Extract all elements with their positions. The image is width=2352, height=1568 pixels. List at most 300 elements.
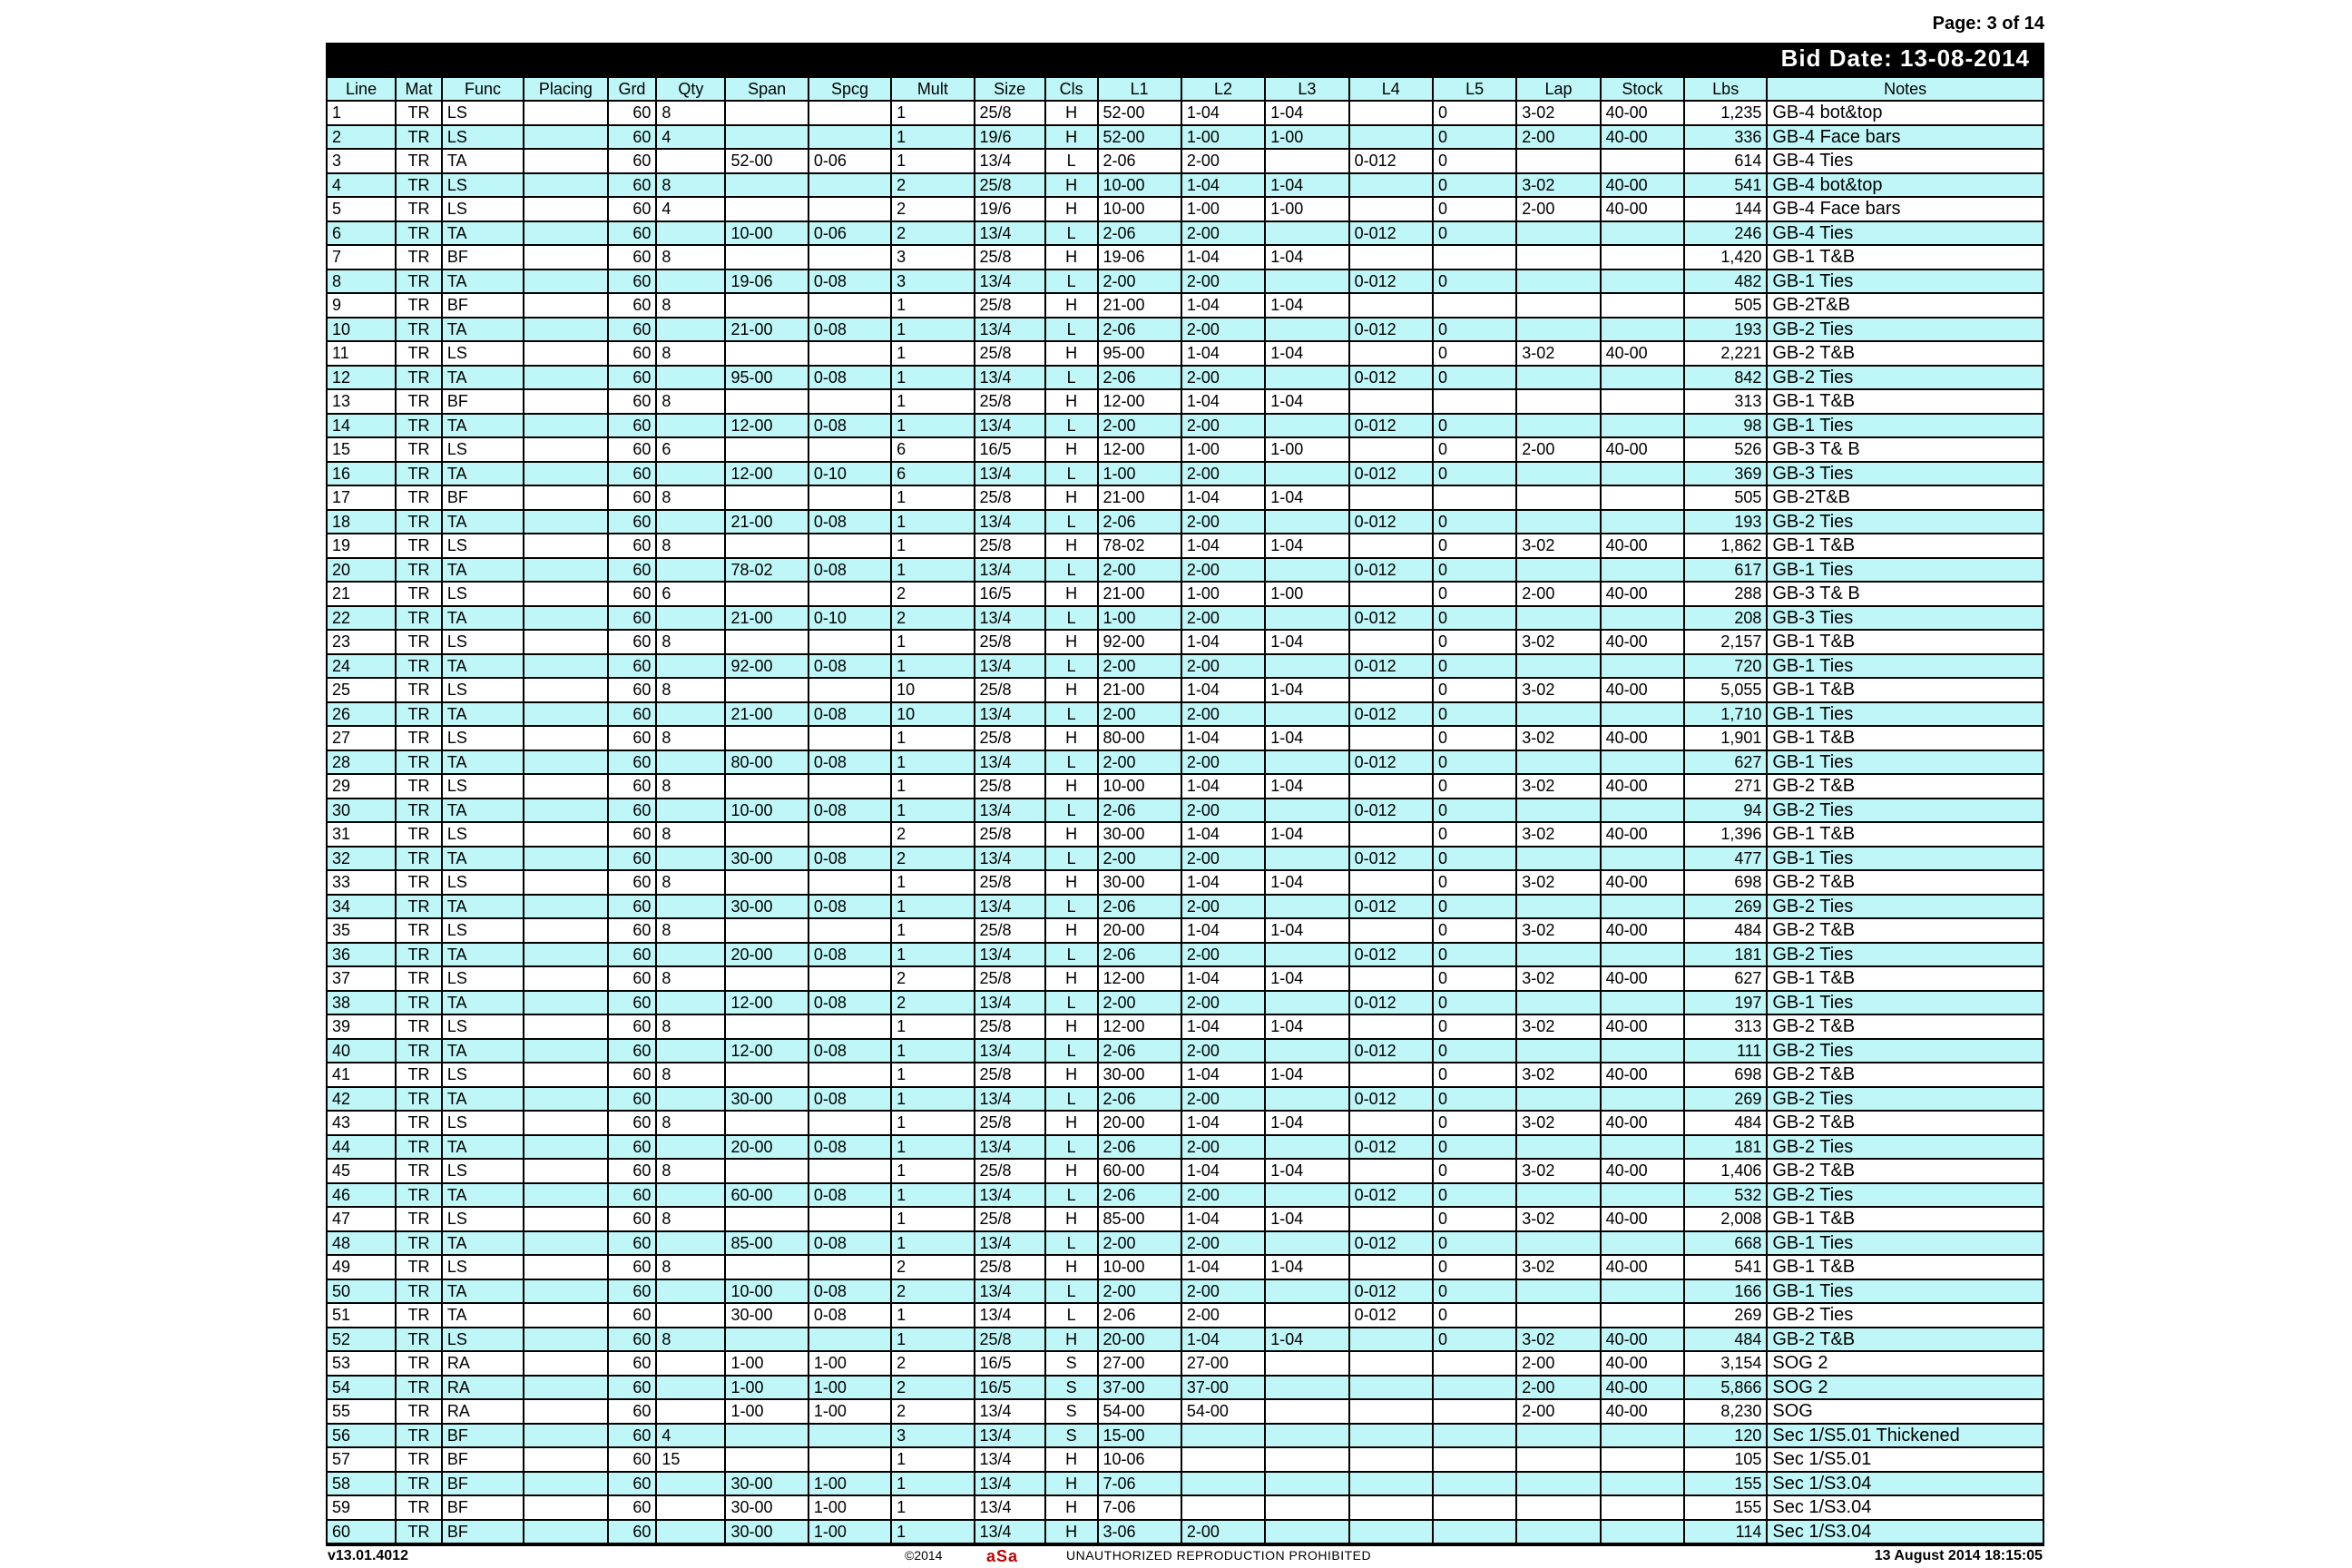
table-row	[327, 654, 2043, 679]
cell-func: LS	[442, 1063, 524, 1087]
cell-stock	[1601, 389, 1684, 414]
table-row	[327, 389, 2043, 414]
cell-l3: 1-00	[1265, 582, 1348, 606]
cell-l4: 0-012	[1349, 366, 1433, 390]
cell-lbs: 336	[1684, 125, 1767, 150]
cell-l1: 21-00	[1098, 293, 1181, 318]
cell-qty: 8	[656, 630, 725, 654]
cell-mat: TR	[396, 1135, 442, 1160]
cell-span: 10-00	[725, 1279, 808, 1304]
cell-l5: 0	[1433, 943, 1516, 967]
cell-size: 13/4	[975, 1447, 1045, 1472]
cell-lbs: 193	[1684, 318, 1767, 342]
cell-l2: 1-04	[1181, 341, 1265, 366]
cell-l4	[1349, 966, 1433, 991]
cell-l3	[1265, 1495, 1348, 1520]
cell-l2: 1-00	[1181, 437, 1265, 462]
cell-func: TA	[442, 943, 524, 967]
table-row	[327, 1303, 2043, 1328]
cell-mult: 1	[891, 1231, 974, 1256]
cell-size: 13/4	[975, 1279, 1045, 1304]
cell-notes: Sec 1/S5.01 Thickened	[1767, 1424, 2043, 1448]
cell-cls: H	[1045, 534, 1098, 558]
cell-spcg	[808, 341, 891, 366]
cell-size: 25/8	[975, 101, 1045, 125]
cell-l2: 54-00	[1181, 1399, 1265, 1424]
cell-l3: 1-04	[1265, 1207, 1348, 1231]
cell-lap: 3-02	[1516, 822, 1600, 847]
cell-l1: 2-06	[1098, 221, 1181, 246]
cell-qty: 8	[656, 870, 725, 895]
cell-stock	[1601, 1520, 1684, 1544]
cell-stock: 40-00	[1601, 1255, 1684, 1279]
cell-mult: 1	[891, 1303, 974, 1328]
cell-lbs: 532	[1684, 1183, 1767, 1208]
cell-lbs: 114	[1684, 1520, 1767, 1544]
cell-l4: 0-012	[1349, 1135, 1433, 1160]
cell-l5	[1433, 245, 1516, 270]
cell-l2: 2-00	[1181, 750, 1265, 775]
cell-func: TA	[442, 270, 524, 294]
column-header-stock: Stock	[1601, 77, 1684, 101]
cell-l5: 0	[1433, 1207, 1516, 1231]
cell-line: 25	[327, 678, 396, 702]
cell-qty	[656, 414, 725, 438]
cell-placing	[524, 558, 607, 583]
cell-stock: 40-00	[1601, 1159, 1684, 1183]
cell-lap: 3-02	[1516, 173, 1600, 198]
cell-lbs: 1,396	[1684, 822, 1767, 847]
table-row	[327, 678, 2043, 702]
cell-cls: H	[1045, 125, 1098, 150]
cell-span	[725, 173, 808, 198]
cell-stock	[1601, 991, 1684, 1015]
cell-qty	[656, 149, 725, 173]
cell-grd: 60	[608, 1207, 657, 1231]
cell-spcg	[808, 173, 891, 198]
cell-notes: GB-2 Ties	[1767, 1303, 2043, 1328]
cell-l3: 1-00	[1265, 125, 1348, 150]
cell-span: 30-00	[725, 895, 808, 919]
cell-notes: GB-2 T&B	[1767, 1328, 2043, 1352]
cell-mult: 1	[891, 510, 974, 534]
cell-l2: 1-04	[1181, 293, 1265, 318]
cell-func: TA	[442, 654, 524, 679]
cell-l5: 0	[1433, 799, 1516, 823]
cell-placing	[524, 1039, 607, 1063]
cell-func: TA	[442, 414, 524, 438]
cell-cls: H	[1045, 1495, 1098, 1520]
cell-line: 44	[327, 1135, 396, 1160]
cell-l3: 1-04	[1265, 245, 1348, 270]
table-row	[327, 726, 2043, 750]
cell-func: TA	[442, 1231, 524, 1256]
cell-size: 13/4	[975, 943, 1045, 967]
cell-lap: 3-02	[1516, 1328, 1600, 1352]
cell-l5: 0	[1433, 1255, 1516, 1279]
cell-cls: H	[1045, 870, 1098, 895]
cell-lbs: 8,230	[1684, 1399, 1767, 1424]
cell-cls: L	[1045, 510, 1098, 534]
column-header-span: Span	[725, 77, 808, 101]
cell-l5: 0	[1433, 197, 1516, 221]
cell-stock	[1601, 654, 1684, 679]
cell-stock: 40-00	[1601, 726, 1684, 750]
cell-qty	[656, 1376, 725, 1400]
cell-placing	[524, 1399, 607, 1424]
bid-date-bar	[326, 43, 2044, 76]
cell-l2: 1-04	[1181, 678, 1265, 702]
cell-stock	[1601, 1424, 1684, 1448]
cell-l5: 0	[1433, 221, 1516, 246]
cell-l2: 2-00	[1181, 606, 1265, 631]
cell-func: BF	[442, 1495, 524, 1520]
cell-lap	[1516, 510, 1600, 534]
cell-spcg	[808, 678, 891, 702]
cell-lap	[1516, 293, 1600, 318]
cell-mat: TR	[396, 1039, 442, 1063]
cell-notes: GB-2 Ties	[1767, 1183, 2043, 1208]
cell-qty: 8	[656, 293, 725, 318]
table-row	[327, 485, 2043, 510]
cell-l4	[1349, 437, 1433, 462]
cell-lap: 2-00	[1516, 1351, 1600, 1376]
cell-l1: 20-00	[1098, 918, 1181, 943]
cell-qty: 8	[656, 341, 725, 366]
cell-cls: L	[1045, 149, 1098, 173]
table-row	[327, 606, 2043, 631]
cell-stock	[1601, 462, 1684, 486]
cell-mult: 1	[891, 943, 974, 967]
cell-mult: 1	[891, 1063, 974, 1087]
cell-line: 57	[327, 1447, 396, 1472]
cell-func: LS	[442, 1255, 524, 1279]
cell-qty	[656, 750, 725, 775]
cell-l4	[1349, 1328, 1433, 1352]
cell-l4	[1349, 1376, 1433, 1400]
cell-line: 1	[327, 101, 396, 125]
cell-l2: 27-00	[1181, 1351, 1265, 1376]
cell-line: 31	[327, 822, 396, 847]
cell-lbs: 193	[1684, 510, 1767, 534]
cell-l4: 0-012	[1349, 702, 1433, 727]
cell-l4: 0-012	[1349, 750, 1433, 775]
cell-span	[725, 245, 808, 270]
cell-func: BF	[442, 389, 524, 414]
cell-l5: 0	[1433, 437, 1516, 462]
cell-stock	[1601, 485, 1684, 510]
cell-qty	[656, 1303, 725, 1328]
cell-l3	[1265, 1039, 1348, 1063]
cell-qty: 4	[656, 125, 725, 150]
cell-l5: 0	[1433, 1087, 1516, 1112]
cell-l3	[1265, 462, 1348, 486]
cell-lbs: 181	[1684, 1135, 1767, 1160]
cell-stock: 40-00	[1601, 774, 1684, 799]
cell-lbs: 484	[1684, 918, 1767, 943]
cell-grd: 60	[608, 847, 657, 871]
cell-span	[725, 485, 808, 510]
cell-l4: 0-012	[1349, 318, 1433, 342]
cell-notes: GB-1 T&B	[1767, 630, 2043, 654]
cell-span: 30-00	[725, 1472, 808, 1496]
table-row	[327, 270, 2043, 294]
column-header-line: Line	[327, 77, 396, 101]
cell-size: 13/4	[975, 1039, 1045, 1063]
cell-grd: 60	[608, 654, 657, 679]
cell-lbs: 197	[1684, 991, 1767, 1015]
cell-placing	[524, 510, 607, 534]
table-row	[327, 895, 2043, 919]
cell-mat: TR	[396, 702, 442, 727]
cell-placing	[524, 245, 607, 270]
cell-mat: TR	[396, 1014, 442, 1039]
cell-l4: 0-012	[1349, 1231, 1433, 1256]
cell-l3	[1265, 1520, 1348, 1544]
cell-qty	[656, 221, 725, 246]
cell-notes: GB-1 T&B	[1767, 1255, 2043, 1279]
cell-grd: 60	[608, 943, 657, 967]
cell-cls: H	[1045, 774, 1098, 799]
cell-cls: L	[1045, 654, 1098, 679]
cell-grd: 60	[608, 630, 657, 654]
table-row	[327, 318, 2043, 342]
cell-notes: GB-1 Ties	[1767, 654, 2043, 679]
cell-lbs: 482	[1684, 270, 1767, 294]
cell-mult: 1	[891, 125, 974, 150]
cell-l4	[1349, 197, 1433, 221]
cell-stock: 40-00	[1601, 1207, 1684, 1231]
cell-spcg	[808, 1111, 891, 1135]
cell-size: 25/8	[975, 1014, 1045, 1039]
cell-func: TA	[442, 1183, 524, 1208]
table-row	[327, 245, 2043, 270]
cell-span: 21-00	[725, 606, 808, 631]
cell-lbs: 2,008	[1684, 1207, 1767, 1231]
software-version: v13.01.4012	[328, 1548, 408, 1563]
cell-spcg: 0-08	[808, 1303, 891, 1328]
cell-span: 12-00	[725, 1039, 808, 1063]
cell-size: 25/8	[975, 389, 1045, 414]
cell-span: 30-00	[725, 1495, 808, 1520]
cell-notes: GB-1 T&B	[1767, 1207, 2043, 1231]
cell-size: 13/4	[975, 221, 1045, 246]
cell-l4: 0-012	[1349, 991, 1433, 1015]
cell-stock	[1601, 943, 1684, 967]
cell-func: BF	[442, 293, 524, 318]
cell-span	[725, 918, 808, 943]
cell-stock	[1601, 245, 1684, 270]
cell-line: 19	[327, 534, 396, 558]
cell-notes: GB-1 Ties	[1767, 270, 2043, 294]
print-timestamp: 13 August 2014 18:15:05	[1874, 1548, 2043, 1563]
cell-line: 46	[327, 1183, 396, 1208]
cell-l5: 0	[1433, 558, 1516, 583]
cell-func: TA	[442, 1135, 524, 1160]
cell-qty: 8	[656, 1111, 725, 1135]
cell-span: 12-00	[725, 462, 808, 486]
cell-placing	[524, 799, 607, 823]
cell-func: BF	[442, 245, 524, 270]
cell-size: 25/8	[975, 822, 1045, 847]
cell-size: 25/8	[975, 966, 1045, 991]
cell-span: 10-00	[725, 221, 808, 246]
cell-lap	[1516, 221, 1600, 246]
cell-qty: 4	[656, 1424, 725, 1448]
cell-spcg: 0-06	[808, 149, 891, 173]
cell-lap	[1516, 462, 1600, 486]
cell-span: 30-00	[725, 1520, 808, 1544]
cell-spcg: 0-08	[808, 558, 891, 583]
cell-func: LS	[442, 437, 524, 462]
cell-lap	[1516, 654, 1600, 679]
cell-placing	[524, 1376, 607, 1400]
cell-l1: 2-00	[1098, 1231, 1181, 1256]
cell-lap	[1516, 606, 1600, 631]
cell-grd: 60	[608, 1135, 657, 1160]
cell-notes: GB-4 Face bars	[1767, 197, 2043, 221]
cell-l2: 1-04	[1181, 1063, 1265, 1087]
cell-line: 40	[327, 1039, 396, 1063]
cell-mult: 1	[891, 1039, 974, 1063]
cell-grd: 60	[608, 582, 657, 606]
cell-placing	[524, 1014, 607, 1039]
cell-mat: TR	[396, 918, 442, 943]
cell-size: 25/8	[975, 173, 1045, 198]
cell-size: 13/4	[975, 366, 1045, 390]
cell-func: TA	[442, 991, 524, 1015]
cell-span: 20-00	[725, 943, 808, 967]
cell-qty: 8	[656, 966, 725, 991]
cell-span	[725, 1424, 808, 1448]
cell-mat: TR	[396, 799, 442, 823]
cell-spcg	[808, 1328, 891, 1352]
cell-l3	[1265, 558, 1348, 583]
cell-notes: GB-2 T&B	[1767, 918, 2043, 943]
cell-grd: 60	[608, 1063, 657, 1087]
cell-placing	[524, 895, 607, 919]
cell-qty: 8	[656, 1255, 725, 1279]
cell-l1: 20-00	[1098, 1328, 1181, 1352]
cell-spcg	[808, 293, 891, 318]
cell-lbs: 1,862	[1684, 534, 1767, 558]
cell-size: 13/4	[975, 558, 1045, 583]
cell-mult: 1	[891, 341, 974, 366]
cell-line: 12	[327, 366, 396, 390]
cell-line: 41	[327, 1063, 396, 1087]
cell-notes: GB-1 Ties	[1767, 1279, 2043, 1304]
cell-grd: 60	[608, 1328, 657, 1352]
cell-grd: 60	[608, 1087, 657, 1112]
cell-stock	[1601, 1303, 1684, 1328]
cell-span	[725, 197, 808, 221]
cell-lap: 3-02	[1516, 341, 1600, 366]
cell-size: 16/5	[975, 1351, 1045, 1376]
cell-l5	[1433, 1495, 1516, 1520]
cell-l1: 2-06	[1098, 1039, 1181, 1063]
cell-placing	[524, 1159, 607, 1183]
cell-func: TA	[442, 750, 524, 775]
cell-cls: H	[1045, 726, 1098, 750]
cell-span	[725, 534, 808, 558]
cell-qty	[656, 799, 725, 823]
cell-span	[725, 437, 808, 462]
cell-lbs: 541	[1684, 1255, 1767, 1279]
cell-mat: TR	[396, 510, 442, 534]
cell-line: 37	[327, 966, 396, 991]
cell-mat: TR	[396, 943, 442, 967]
cell-placing	[524, 221, 607, 246]
cell-mult: 1	[891, 799, 974, 823]
cell-placing	[524, 630, 607, 654]
cell-func: BF	[442, 1447, 524, 1472]
cell-cls: H	[1045, 918, 1098, 943]
cell-grd: 60	[608, 1279, 657, 1304]
cell-size: 13/4	[975, 318, 1045, 342]
cell-notes: GB-2 T&B	[1767, 774, 2043, 799]
cell-l1: 27-00	[1098, 1351, 1181, 1376]
cell-l3: 1-04	[1265, 870, 1348, 895]
table-row	[327, 943, 2043, 967]
cell-l2: 2-00	[1181, 1520, 1265, 1544]
cell-grd: 60	[608, 173, 657, 198]
cell-stock: 40-00	[1601, 918, 1684, 943]
cell-grd: 60	[608, 750, 657, 775]
cell-grd: 60	[608, 125, 657, 150]
table-row	[327, 1039, 2043, 1063]
cell-span: 1-00	[725, 1376, 808, 1400]
cell-lap: 2-00	[1516, 1376, 1600, 1400]
cell-mult: 2	[891, 606, 974, 631]
cell-line: 29	[327, 774, 396, 799]
cell-cls: H	[1045, 1472, 1098, 1496]
cell-placing	[524, 485, 607, 510]
cell-line: 39	[327, 1014, 396, 1039]
column-header-mat: Mat	[396, 77, 442, 101]
page-number: Page: 3 of 14	[1932, 14, 2044, 34]
table-row	[327, 1087, 2043, 1112]
cell-grd: 60	[608, 558, 657, 583]
cell-stock	[1601, 149, 1684, 173]
cell-grd: 60	[608, 341, 657, 366]
cell-stock	[1601, 1135, 1684, 1160]
cell-size: 13/4	[975, 1424, 1045, 1448]
cell-stock: 40-00	[1601, 630, 1684, 654]
cell-mult: 1	[891, 558, 974, 583]
cell-cls: H	[1045, 1207, 1098, 1231]
cell-placing	[524, 197, 607, 221]
cell-cls: L	[1045, 221, 1098, 246]
cell-lbs: 94	[1684, 799, 1767, 823]
cell-cls: L	[1045, 1279, 1098, 1304]
cell-l3: 1-00	[1265, 437, 1348, 462]
cell-mult: 1	[891, 870, 974, 895]
cell-l5: 0	[1433, 1135, 1516, 1160]
cell-func: LS	[442, 173, 524, 198]
cell-l4: 0-012	[1349, 270, 1433, 294]
copyright-notice: ©2014	[905, 1548, 943, 1563]
cell-l4: 0-012	[1349, 654, 1433, 679]
cell-span: 21-00	[725, 318, 808, 342]
cell-notes: GB-1 Ties	[1767, 702, 2043, 727]
cell-line: 36	[327, 943, 396, 967]
cell-line: 2	[327, 125, 396, 150]
table-row	[327, 510, 2043, 534]
cell-lap	[1516, 245, 1600, 270]
cell-l5: 0	[1433, 678, 1516, 702]
cell-lap	[1516, 1183, 1600, 1208]
cell-qty: 8	[656, 173, 725, 198]
